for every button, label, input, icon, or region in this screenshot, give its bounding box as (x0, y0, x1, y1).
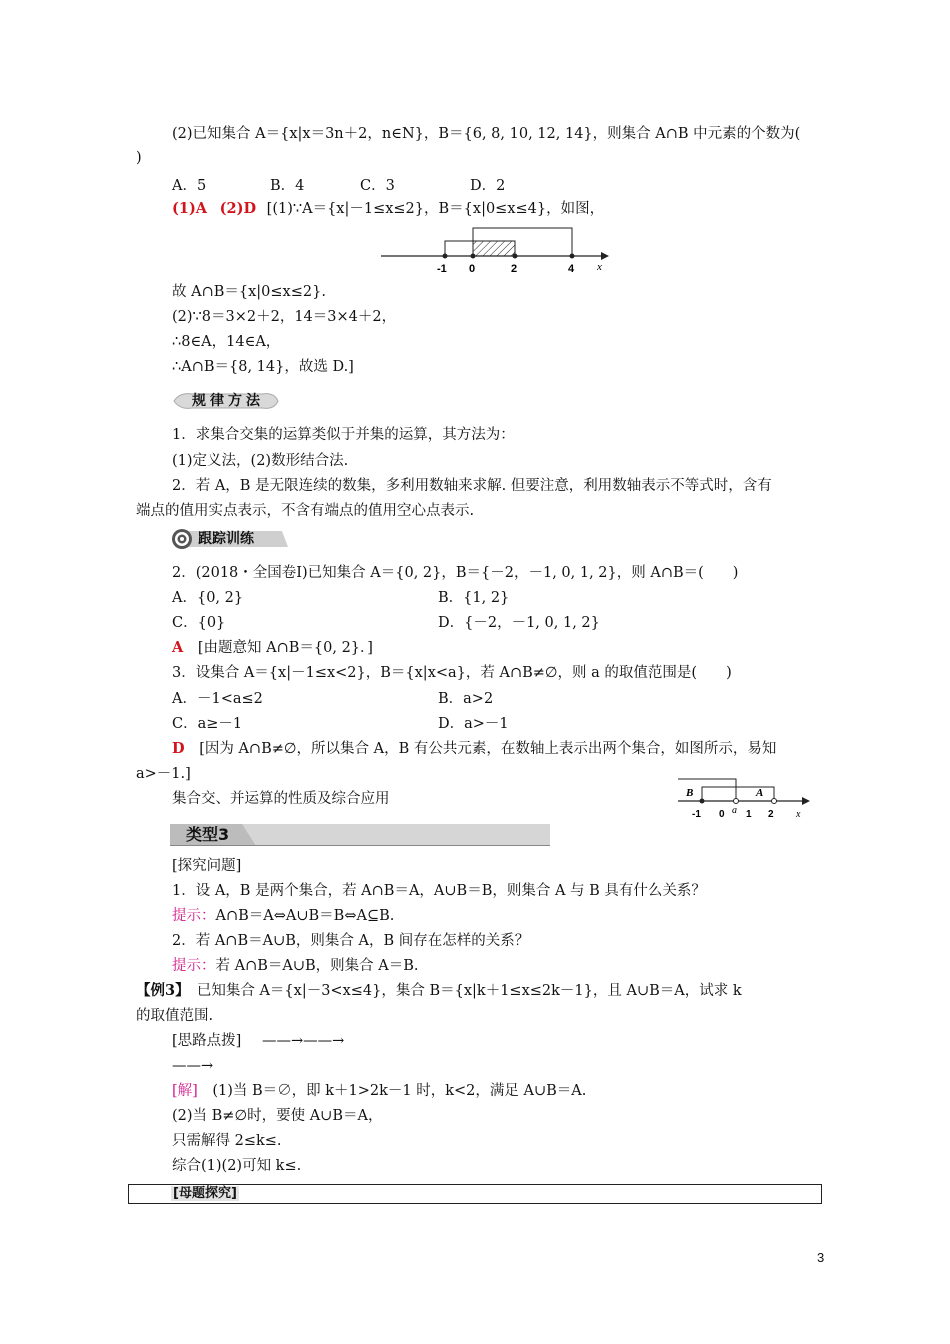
problem3-options-row2 (172, 714, 509, 734)
problem3-answer-text: [因为 A∩B≠∅，所以集合 A，B 有公共元素，在数轴上表示出两个集合，如图所示，易知 (199, 741, 777, 757)
hint-path-arrows: ——→——→ (261, 1033, 345, 1049)
method-line: 端点的值用实点表示，不含有端点的值用空心点表示. (136, 503, 475, 519)
solution-line: (2)∵8＝3×2＋2，14＝3×4＋2， (172, 309, 397, 325)
tick-label: 0 (469, 263, 476, 275)
solution-line: ∴8∈A，14∈A， (172, 334, 281, 350)
endpoint-dot (570, 254, 575, 259)
problem2-answer-text: [由题意知 A∩B＝{0, 2}．] (197, 640, 373, 656)
q2-stem-line1: (2)已知集合 A＝{x|x＝3n＋2，n∈N}，B＝{6, 8, 10, 12, 14}，则集合 A∩B 中元素的个数为( (172, 126, 801, 142)
explore-hint-2 (172, 956, 419, 976)
hint-label: 提示： (172, 908, 216, 924)
solution3-line: (2)当 B≠∅时，要使 A∪B＝A， (172, 1108, 383, 1124)
problem3-option-b: B．a>2 (438, 691, 494, 707)
axis-label: x (796, 809, 801, 820)
tick-label: -1 (437, 263, 447, 275)
problem2-answer-tag: A (172, 639, 184, 656)
answer-tag-2: (2)D (219, 200, 257, 217)
method-line: 1．求集合交集的运算类似于并集的运算，其方法为： (172, 427, 515, 443)
problem3-options-row1 (172, 689, 494, 709)
endpoint-dot (513, 254, 518, 259)
set-label-a: A (756, 787, 764, 799)
example3-label: 【例3】 (136, 982, 183, 999)
explore-hint-1 (172, 906, 394, 926)
endpoint-dot (700, 799, 705, 804)
q2-option-c: C．3 (360, 178, 395, 194)
problem2-option-b: B．{1, 2} (438, 590, 510, 606)
intersection-hatch (473, 241, 515, 256)
solution3-text: (1)当 B＝∅，即 k＋1>2k－1 时，k<2，满足 A∪B＝A. (197, 1083, 587, 1099)
set-label-b: B (686, 787, 694, 799)
tick-label: 2 (511, 263, 518, 275)
example3-stem (136, 981, 742, 1001)
tick-label: 4 (568, 263, 575, 275)
hint-path-arrows-2: ——→ (172, 1058, 214, 1074)
explore-question-1: 1．设 A，B 是两个集合，若 A∩B＝A，A∪B＝B，则集合 A 与 B 具有什么关系？ (172, 883, 706, 899)
hint-path-label: [思路点拨] (172, 1033, 242, 1049)
method-line: 2．若 A，B 是无限连续的数集，多利用数轴来求解. 但要注意，利用数轴表示不等式时，含有 (172, 478, 772, 494)
solution-label: [解] (172, 1083, 198, 1099)
problem2-option-c: C．{0} (172, 615, 226, 631)
problem2-options-row2 (172, 613, 600, 633)
type-banner (170, 824, 550, 846)
q2-stem-line2: ) (136, 150, 142, 166)
number-line-figure-1 (375, 222, 615, 278)
solution3-line: 综合(1)(2)可知 k≤. (172, 1158, 302, 1174)
mother-question-title: [母题探究] (173, 1186, 237, 1201)
tick-label: 1 (746, 809, 752, 820)
method-banner-title: 规律方法 (192, 393, 264, 409)
track-banner-title: 跟踪训练 (198, 531, 254, 547)
problem2-stem: 2．(2018・全国卷Ⅰ)已知集合 A＝{0, 2}，B＝{－2，－1, 0, 1, 2}，则 A∩B＝( ) (172, 565, 739, 581)
answer-tag-1: (1)A (172, 200, 208, 217)
explore-question-2: 2．若 A∩B＝A∪B，则集合 A，B 间存在怎样的关系？ (172, 933, 530, 949)
q2-option-b: B．4 (270, 178, 305, 194)
open-endpoint (734, 799, 739, 804)
problem3-stem: 3．设集合 A＝{x|－1≤x<2}，B＝{x|x<a}，若 A∩B≠∅，则 a 的取值范围是( ) (172, 665, 732, 681)
axis-arrow-icon (802, 797, 810, 805)
problem2-option-d: D．{－2，－1, 0, 1, 2} (438, 615, 600, 631)
hint-text: 若 A∩B＝A∪B，则集合 A＝B. (215, 958, 419, 974)
problem3-answer (172, 739, 776, 759)
q2-option-d: D．2 (470, 178, 506, 194)
tick-label: 2 (768, 809, 774, 820)
explore-title: [探究问题] (172, 858, 242, 874)
tick-label: a (732, 805, 737, 816)
number-line-figure-2 (676, 775, 816, 825)
example3-text: 已知集合 A＝{x|－3<x≤4}，集合 B＝{x|k＋1≤x≤2k－1}，且 A∪B＝A，试求 k (182, 983, 742, 999)
problem2-option-a: A．{0, 2} (172, 590, 244, 606)
solution3-line1 (172, 1081, 586, 1101)
type-banner-title: 类型3 (186, 825, 230, 844)
problem3-option-c: C．a≥－1 (172, 716, 243, 732)
answer-explanation: [(1)∵A＝{x|－1≤x≤2}，B＝{x|0≤x≤4}，如图， (266, 201, 605, 217)
hint-text: A∩B＝A⇔A∪B＝B⇔A⊆B. (215, 908, 395, 924)
example3-stem-line2: 的取值范围. (136, 1008, 214, 1024)
method-line: (1)定义法，(2)数形结合法. (172, 453, 349, 469)
mother-question-box (128, 1184, 822, 1204)
solution-line: 故 A∩B＝{x|0≤x≤2}. (172, 284, 326, 300)
problem2-answer (172, 638, 373, 658)
answer-line-1 (172, 199, 604, 219)
problem3-option-a: A．－1<a≤2 (172, 691, 263, 707)
section-title: 集合交、并运算的性质及综合应用 (172, 791, 390, 807)
solution3-line: 只需解得 2≤k≤. (172, 1133, 282, 1149)
track-banner (170, 528, 290, 550)
hint-path (172, 1031, 344, 1051)
page-number: 3 (817, 1250, 825, 1265)
endpoint-dot (443, 254, 448, 259)
tick-label: -1 (692, 809, 701, 820)
axis-arrow-icon (601, 252, 609, 260)
problem2-options-row1 (172, 588, 510, 608)
problem3-answer-line2: a>－1.] (136, 766, 191, 782)
solution-line: ∴A∩B＝{8, 14}，故选 D.] (172, 359, 354, 375)
endpoint-dot (471, 254, 476, 259)
tick-label: 0 (719, 809, 725, 820)
q2-option-a: A．5 (172, 178, 207, 194)
problem3-option-d: D．a>－1 (438, 716, 509, 732)
axis-label: x (597, 261, 602, 273)
problem3-answer-tag: D (172, 740, 185, 757)
open-endpoint (772, 799, 777, 804)
method-banner (170, 390, 280, 412)
hint-label: 提示： (172, 958, 216, 974)
